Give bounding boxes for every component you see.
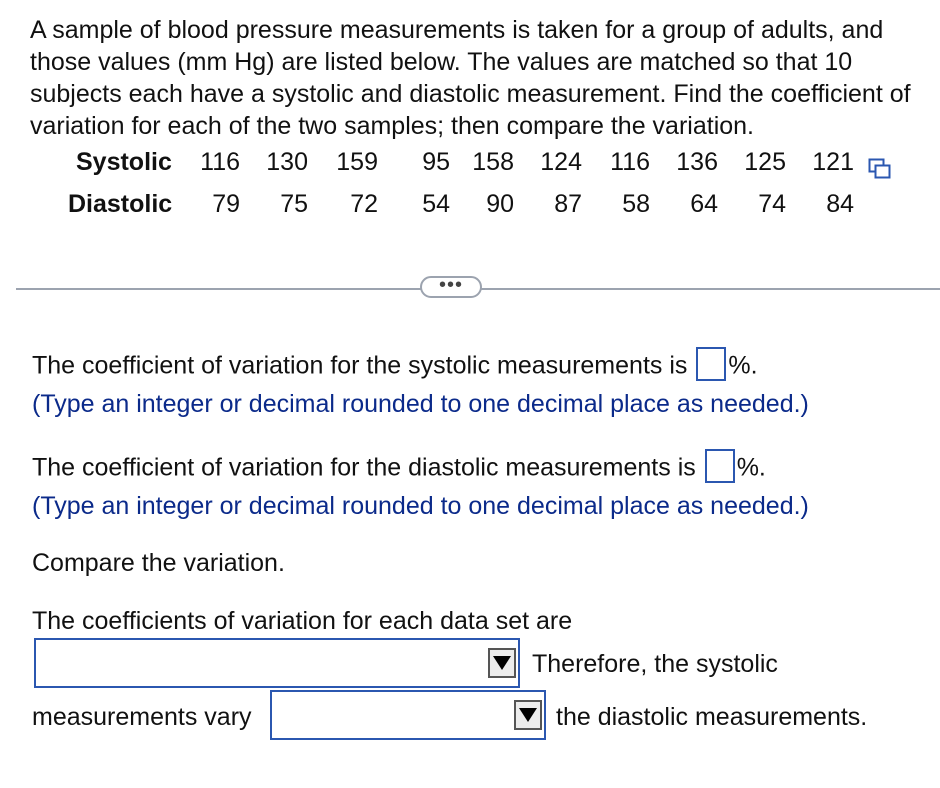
diastolic-cv-input[interactable]: [705, 449, 735, 483]
diastolic-value: 90: [486, 190, 514, 218]
diastolic-label: Diastolic: [68, 190, 173, 218]
diastolic-value: 64: [690, 190, 718, 218]
systolic-prompt: The coefficient of variation for the systolic measurements is: [32, 351, 688, 380]
systolic-value: 130: [266, 148, 308, 176]
systolic-cv-input[interactable]: [696, 347, 726, 381]
expand-button[interactable]: •••: [420, 276, 482, 298]
systolic-value: 116: [200, 148, 240, 176]
systolic-value: 121: [812, 148, 854, 176]
copy-icon[interactable]: [868, 158, 892, 180]
diastolic-value: 72: [350, 190, 378, 218]
systolic-value: 125: [744, 148, 786, 176]
systolic-value: 158: [472, 148, 514, 176]
systolic-value: 95: [422, 148, 450, 176]
diastolic-value: 75: [280, 190, 308, 218]
diastolic-value: 54: [422, 190, 450, 218]
variation-comparison-select[interactable]: [270, 690, 546, 740]
systolic-value: 136: [676, 148, 718, 176]
systolic-value: 124: [540, 148, 582, 176]
cv-comparison-select[interactable]: [34, 638, 520, 688]
chevron-down-icon: [488, 648, 516, 678]
systolic-label: Systolic: [76, 148, 172, 176]
systolic-hint: (Type an integer or decimal rounded to one decimal place as needed.): [32, 390, 809, 418]
systolic-value: 116: [610, 148, 650, 176]
systolic-value: 159: [336, 148, 378, 176]
chevron-down-icon: [514, 700, 542, 730]
measurements-vary-text: measurements vary: [32, 703, 252, 731]
question-text: A sample of blood pressure measurements is taken for a group of adults, and those values (mm Hg) are listed below. The values are matched so that 10 subjects each have a systolic and diastolic measurement. Find the coefficient of variation for each of the two samples; then compare the variation.: [30, 16, 911, 140]
diastolic-value: 58: [622, 190, 650, 218]
systolic-answer-line: [32, 350, 758, 384]
compare-line-1: The coefficients of variation for each data set are: [32, 607, 573, 635]
diastolic-answer-line: [32, 452, 766, 486]
diastolic-percent: %.: [736, 453, 766, 482]
therefore-text: Therefore, the systolic: [532, 650, 778, 678]
compare-heading: Compare the variation.: [32, 549, 285, 577]
diastolic-end-text: the diastolic measurements.: [556, 703, 868, 731]
diastolic-value: 84: [826, 190, 854, 218]
systolic-percent: %.: [728, 351, 758, 380]
diastolic-value: 87: [554, 190, 582, 218]
diastolic-value: 74: [758, 190, 786, 218]
diastolic-prompt: The coefficient of variation for the diastolic measurements is: [32, 453, 696, 482]
diastolic-value: 79: [212, 190, 240, 218]
diastolic-hint: (Type an integer or decimal rounded to one decimal place as needed.): [32, 492, 809, 520]
